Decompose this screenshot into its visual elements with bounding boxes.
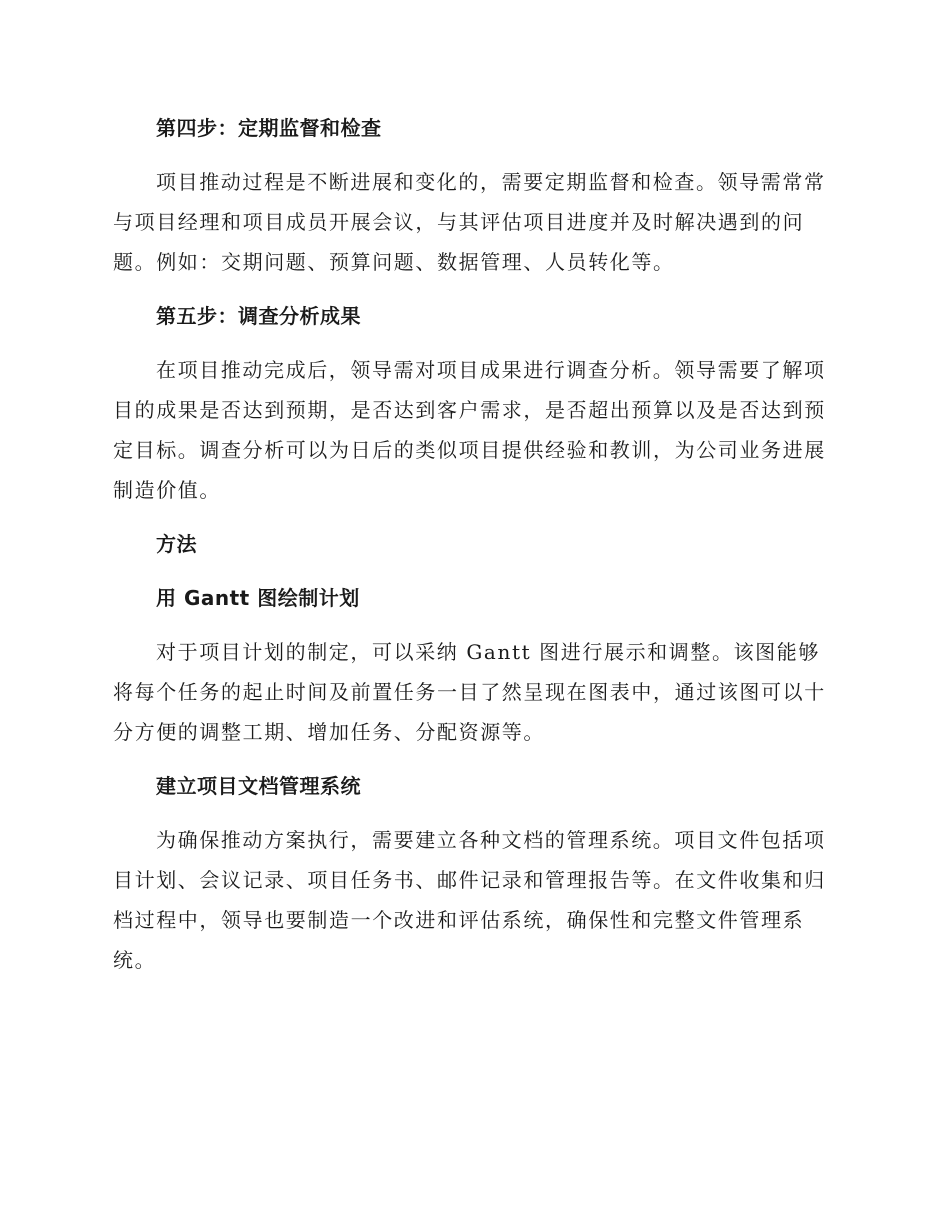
section-paragraph-step-four: 项目推动过程是不断进展和变化的，需要定期监督和检查。领导需常常与项目经理和项目成员开展会议，与其评估项目进度并及时解决遇到的问题。例如：交期问题、预算问题、数据管理、人员转化等。 (113, 170, 826, 274)
section-heading-step-four: 第四步：定期监督和检查 (156, 116, 382, 140)
section-heading-step-five: 第五步：调查分析成果 (156, 304, 361, 328)
section-heading-document-management: 建立项目文档管理系统 (156, 774, 361, 798)
section-heading-gantt: 用 Gantt 图绘制计划 (156, 586, 360, 610)
section-paragraph-document-management: 为确保推动方案执行，需要建立各种文档的管理系统。项目文件包括项目计划、会议记录、项目任务书、邮件记录和管理报告等。在文件收集和归档过程中，领导也要制造一个改进和评估系统，确保性和完整文件管理系统。 (113, 828, 826, 972)
section-heading-methods: 方法 (156, 532, 197, 556)
section-paragraph-gantt: 对于项目计划的制定，可以采纳 Gantt 图进行展示和调整。该图能够将每个任务的起止时间及前置任务一目了然呈现在图表中，通过该图可以十分方便的调整工期、增加任务、分配资源等。 (113, 640, 826, 744)
document-body (113, 108, 833, 980)
section-paragraph-step-five: 在项目推动完成后，领导需对项目成果进行调查分析。领导需要了解项目的成果是否达到预期，是否达到客户需求，是否超出预算以及是否达到预定目标。调查分析可以为日后的类似项目提供经验和教训，为公司业务进展制造价值。 (113, 358, 826, 502)
